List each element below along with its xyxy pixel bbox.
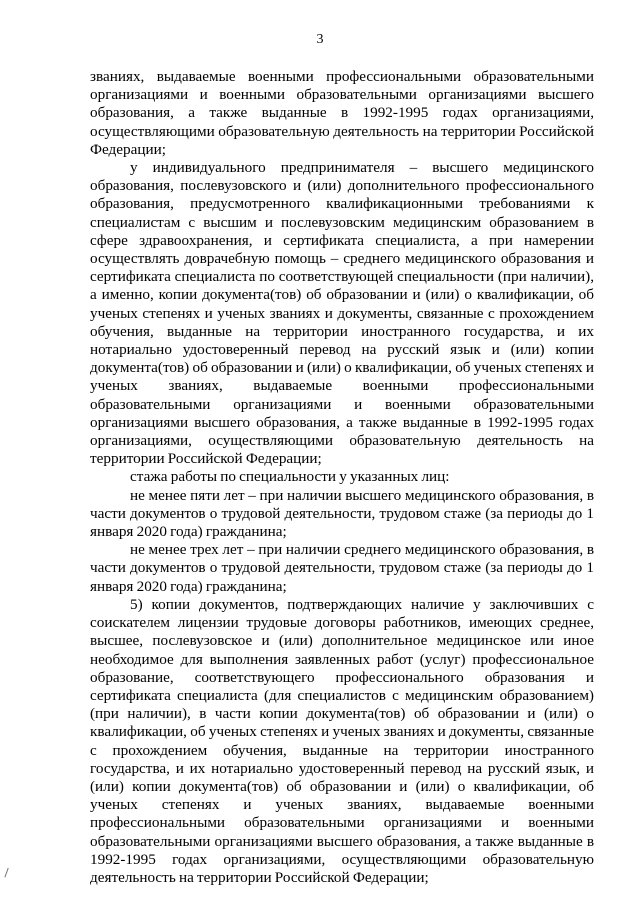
paragraph-5: не менее трех лет – при наличии среднего медицинского образования, в части документов о трудовой деятельности, трудовом стаже (за периоды до 1 января 2020 года) гражданина; bbox=[90, 541, 594, 595]
paragraph-6: 5) копии документов, подтверждающих наличие у заключивших с соискателем лицензии трудовые договоры работников, имеющих среднее, высшее, послевузовское и (или) дополнительное медицинское или иное необходимое для выполнения заявленных работ (услуг) профессиональное образование, соответствующего профессионального образования и сертификата специалиста (для специалистов с медицинским образованием) (при наличии), в части копии документа(тов) об образовании и (или) о квалификации, об ученых степенях и ученых званиях и документы, связанные с прохождением обучения, выданные на территории иностранного государства, и их нотариально удостоверенный перевод на русский язык, и (или) копии документа(тов) об образовании и (или) о квалификации, об ученых степенях и ученых званиях, выдаваемые военными профессиональными образовательными организациями и военными образовательными организациями высшего образования, а также выданные в 1992-1995 годах организациями, осуществляющими образовательную деятельность на территории Российской Федерации; bbox=[90, 595, 594, 886]
paragraph-2: у индивидуального предпринимателя – высшего медицинского образования, послевузовского и (или) дополнительного профессионального образования, предусмотренного квалификационными требованиями к специалистам с высшим и послевузовским медицинским образованием в сфере здравоохранения, и сертификата специалиста, а при намерении осуществлять доврачебную помощь – среднего медицинского образования и сертификата специалиста по соответствующей специальности (при наличии), а именно, копии документа(тов) об образовании и (или) о квалификации, об ученых степенях и ученых званиях и документы, связанные с прохождением обучения, выданные на территории иностранного государства, и их нотариально удостоверенный перевод на русский язык и (или) копии документа(тов) об образовании и (или) о квалификации, об ученых степенях и ученых званиях, выдаваемые военными профессиональными образовательными организациями и военными образовательными организациями высшего образования, а также выданные в 1992-1995 годах организациями, осуществляющими образовательную деятельность на территории Российской Федерации; bbox=[90, 159, 594, 468]
paragraph-4: не менее пяти лет – при наличии высшего медицинского образования, в части документов о трудовой деятельности, трудовом стаже (за периоды до 1 января 2020 года) гражданина; bbox=[90, 486, 594, 541]
document-body bbox=[90, 68, 594, 887]
paragraph-3: стажа работы по специальности у указанных лиц: bbox=[130, 468, 450, 486]
scan-margin-mark bbox=[4, 868, 10, 878]
page-number: 3 bbox=[316, 32, 324, 47]
paragraph-1: званиях, выдаваемые военными профессиональными образовательными организациями и военными образовательными организациями высшего образования, а также выданные в 1992-1995 годах организациями, осуществляющими образовательную деятельность на территории Российской Федерации; bbox=[90, 68, 594, 158]
